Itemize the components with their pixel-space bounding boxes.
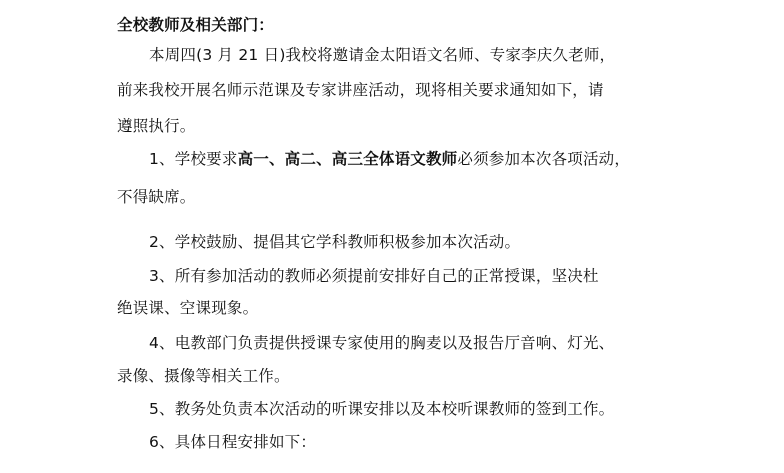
- item-1-line-1: [149, 148, 630, 170]
- intro-line-1: 本周四(3 月 21 日)我校将邀请金太阳语文名师、专家李庆久老师，: [149, 46, 616, 64]
- item-1-emphasis: 高一、高二、高三全体语文教师: [237, 150, 458, 168]
- salutation: 全校教师及相关部门：: [117, 16, 275, 34]
- item-3-line-2: 绝误课、空课现象。: [117, 299, 259, 317]
- item-1-line-2: 不得缺席。: [117, 188, 196, 206]
- item-3-line-1: 3、所有参加活动的教师必须提前安排好自己的正常授课，坚决杜: [149, 267, 599, 285]
- item-1-prefix: 1、学校要求: [149, 150, 238, 168]
- item-6: 6、具体日程安排如下：: [149, 433, 317, 451]
- item-4-line-1: 4、电教部门负责提供授课专家使用的胸麦以及报告厅音响、灯光、: [149, 334, 615, 352]
- intro-line-2: 前来我校开展名师示范课及专家讲座活动，现将相关要求通知如下，请: [117, 81, 604, 99]
- item-2: 2、学校鼓励、提倡其它学科教师积极参加本次活动。: [149, 233, 521, 251]
- item-4-line-2: 录像、摄像等相关工作。: [117, 367, 290, 385]
- item-5: 5、教务处负责本次活动的听课安排以及本校听课教师的签到工作。: [149, 400, 615, 418]
- item-1-suffix: 必须参加本次各项活动，: [457, 150, 631, 168]
- intro-line-3: 遵照执行。: [117, 117, 196, 135]
